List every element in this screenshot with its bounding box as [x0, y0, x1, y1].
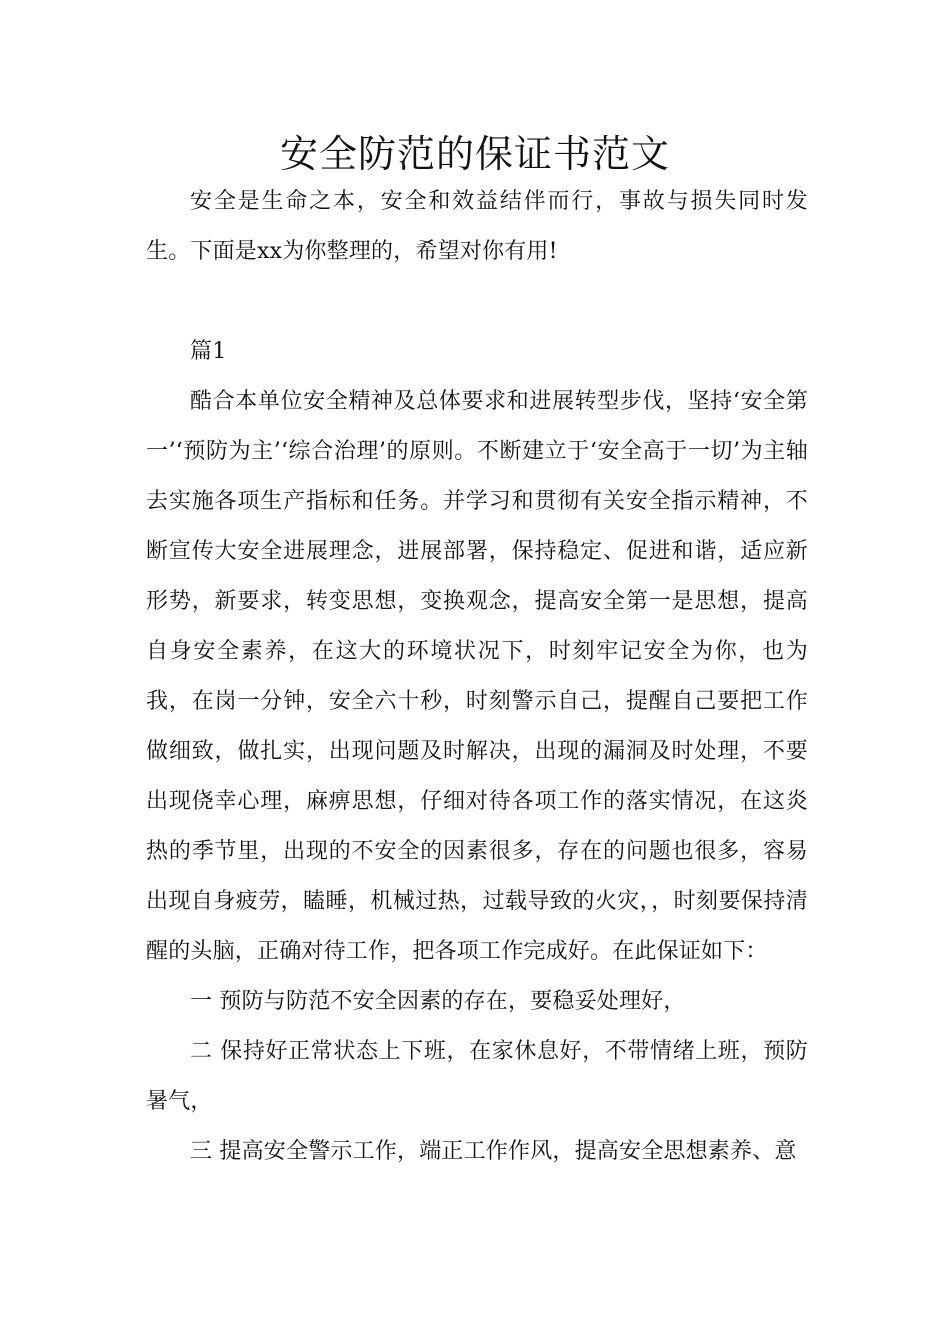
list-item-1: 一 预防与防范不安全因素的存在，要稳妥处理好，: [190, 989, 686, 1014]
intro-paragraph: 安全是生命之本，安全和效益结伴而行，事故与损失同时发生。下面是xx为你整理的，希望对你有用!: [146, 189, 808, 264]
document-body: [146, 177, 808, 1177]
list-item-2: 二 保持好正常状态上下班，在家休息好，不带情绪上班，预防暑气，: [146, 1039, 808, 1114]
list-item-3: 三 提高安全警示工作，端正工作作风，提高安全思想素养、意: [190, 1139, 797, 1164]
document-title: 安全防范的保证书范文: [279, 132, 670, 176]
paragraph-spacer: [146, 277, 808, 327]
section-heading: 篇1: [190, 339, 227, 364]
main-paragraph: 酷合本单位安全精神及总体要求和进展转型步伐，坚持‘安全第一’‘预防为主’‘综合治理’的原则。不断建立于‘安全高于一切’为主轴去实施各项生产指标和任务。并学习和贯彻有关安全指示精神，不断宣传大安全进展理念，进展部署，保持稳定、促进和谐，适应新形势，新要求，转变思想，变换观念，提高安全第一是思想，提高自身安全素养，在这大的环境状况下，时刻牢记安全为你，也为我，在岗一分钟，安全六十秒，时刻警示自己，提醒自己要把工作做细致，做扎实，出现问题及时解决，出现的漏洞及时处理，不要出现侥幸心理，麻痹思想，仔细对待各项工作的落实情况，在这炎热的季节里，出现的不安全的因素很多，存在的问题也很多，容易出现自身疲劳，瞌睡，机械过热，过载导致的火灾，，时刻要保持清醒的头脑，正确对待工作，把各项工作完成好。在此保证如下：: [146, 389, 808, 964]
